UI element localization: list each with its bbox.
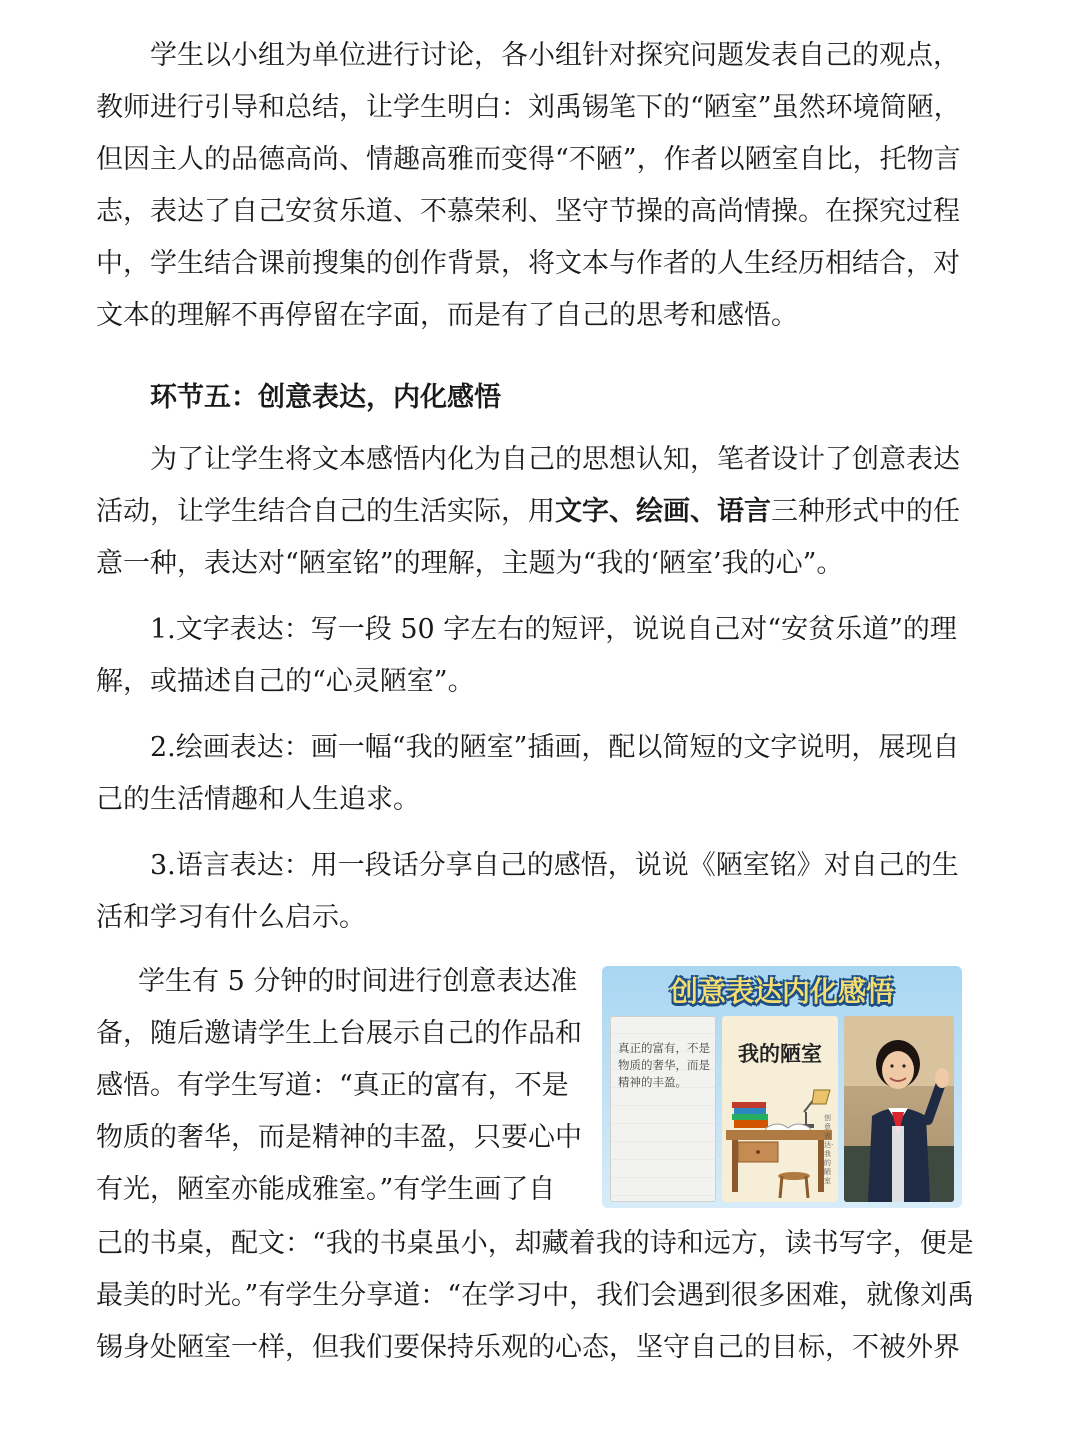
document-body	[96, 30, 982, 1374]
illustration-drawing-title: 我的陋室	[738, 1042, 822, 1066]
illustration-note-text: 真正的富有，不是物质的奢华，而是精神的丰盈。	[618, 1041, 710, 1089]
float-text-column	[96, 956, 584, 1216]
list-item-text-expression: 1.文字表达：写一段 50 字左右的短评，说说自己对“安贫乐道”的理解，或描述自己的“心灵陋室”。	[96, 614, 957, 697]
section-heading: 环节五：创意表达，内化感悟	[150, 382, 501, 413]
list-item-language-expression: 3.语言表达：用一段话分享自己的感悟，说说《陋室铭》对自己的生活和学习有什么启示。	[96, 850, 959, 933]
list-item-drawing-expression: 2.绘画表达：画一幅“我的陋室”插画，配以简短的文字说明，展现自己的生活情趣和人生追求。	[96, 732, 960, 815]
illustration-note-panel	[610, 1016, 716, 1202]
student-figure-icon	[844, 1016, 954, 1202]
paragraph-activity-bold: 文字、绘画、语言	[555, 496, 771, 527]
paragraph-activity-part2: 三种形式中的任意一种，表达对“陋室铭”的理解，主题为“我的‘陋室’我的心”。	[96, 496, 960, 579]
activity-illustration	[602, 966, 962, 1208]
paragraph-activity-part1: 为了让学生将文本感悟内化为自己的思想认知，笔者设计了创意表达活动，让学生结合自己的生活实际，用	[96, 444, 960, 527]
paragraph-student-works: 学生有 5 分钟的时间进行创意表达准备，随后邀请学生上台展示自己的作品和感悟。有学生写道：“真正的富有，不是物质的奢华，而是精神的丰盈，只要心中有光，陋室亦能成雅室。”有学生画了自	[96, 966, 582, 1205]
illustration-student-photo	[844, 1016, 954, 1202]
illustration-drawing-panel	[722, 1016, 838, 1202]
paragraph-student-works-continued: 己的书桌，配文：“我的书桌虽小，却藏着我的诗和远方，读书写字，便是最美的时光。”有学生分享道：“在学习中，我们会遇到很多困难，就像刘禹锡身处陋室一样，但我们要保持乐观的心态，坚守自己的目标，不被外界	[96, 1228, 975, 1363]
paragraph-activity-design	[96, 434, 982, 590]
illustration-drawing-caption: 创意表达·我的陋室	[824, 1114, 834, 1185]
float-section	[96, 956, 982, 1218]
illustration-title: 创意表达内化感悟	[669, 975, 894, 1008]
desk-drawing-icon	[722, 1016, 838, 1202]
paragraph-discussion: 学生以小组为单位进行讨论，各小组针对探究问题发表自己的观点，教师进行引导和总结，让学生明白：刘禹锡笔下的“陋室”虽然环境简陋，但因主人的品德高尚、情趣高雅而变得“不陋”，作者以陋室自比，托物言志，表达了自己安贫乐道、不慕荣利、坚守节操的高尚情操。在探究过程中，学生结合课前搜集的创作背景，将文本与作者的人生经历相结合，对文本的理解不再停留在字面，而是有了自己的思考和感悟。	[96, 40, 961, 331]
